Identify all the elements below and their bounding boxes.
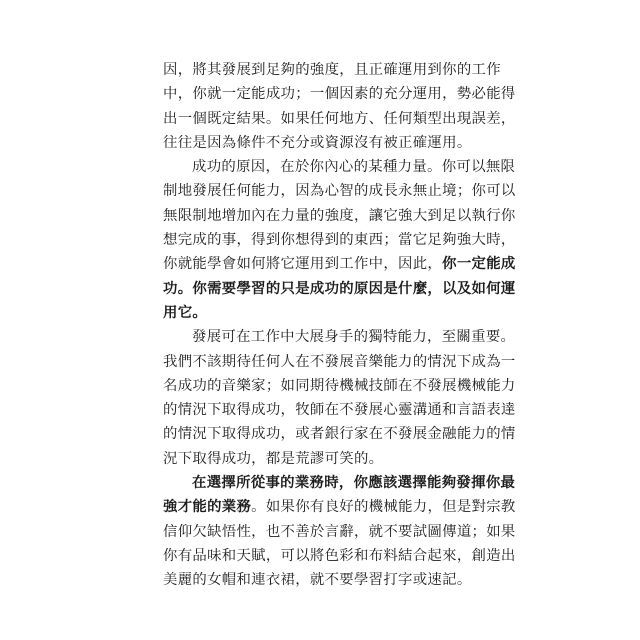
text-segment: 無限制地增加內在力量的強度，讓它強大到足以執行你 bbox=[163, 207, 516, 224]
text-segment: 中，你就一定能成功；一個因素的充分運用，勢必能得 bbox=[163, 86, 516, 103]
text-line bbox=[163, 447, 503, 471]
body-text bbox=[163, 58, 516, 593]
text-segment: 的情況下取得成功，或者銀行家在不發展金融能力的情 bbox=[163, 426, 516, 443]
text-line bbox=[163, 398, 516, 422]
text-segment: 美麗的女帽和連衣裙，就不要學習打字或速記。 bbox=[163, 572, 472, 589]
text-line bbox=[163, 325, 516, 349]
text-line bbox=[163, 350, 516, 374]
text-segment: 的情況下取得成功，牧師在不發展心靈溝通和言語表達 bbox=[163, 402, 516, 419]
bold-text: 你一定能成 bbox=[442, 255, 516, 273]
text-segment: 發展可在工作中大展身手的獨特能力，至關重要。 bbox=[192, 329, 516, 346]
text-line bbox=[163, 228, 516, 252]
text-segment: 制地發展任何能力，因為心智的成長永無止境；你可以 bbox=[163, 183, 516, 200]
text-line bbox=[163, 471, 516, 495]
paragraph bbox=[163, 58, 516, 155]
text-segment: 名成功的音樂家；如同期待機械技師在不發展機械能力 bbox=[163, 377, 516, 394]
text-segment: 。如果你有良好的機械能力，但是對宗教 bbox=[251, 499, 516, 516]
text-segment: 你有品味和天賦，可以將色彩和布料結合起來，創造出 bbox=[163, 547, 516, 564]
text-line bbox=[163, 155, 516, 179]
text-segment: 出一個既定結果。如果任何地方、任何類型出現誤差， bbox=[163, 110, 516, 127]
text-segment: 想完成的事，得到你想得到的東西；當它足夠強大時， bbox=[163, 232, 516, 249]
text-segment: 因，將其發展到足夠的強度，且正確運用到你的工作 bbox=[163, 62, 501, 78]
bold-text: 強才能的業務 bbox=[163, 498, 252, 516]
text-line bbox=[163, 568, 503, 592]
text-segment: 你就能學會如何將它運用到工作中，因此， bbox=[163, 256, 443, 273]
text-line bbox=[163, 495, 516, 519]
bold-text: 功。你需要學習的只是成功的原因是什麼，以及如何運 bbox=[163, 279, 516, 297]
text-segment: 況下取得成功，都是荒謬可笑的。 bbox=[163, 450, 384, 467]
text-line bbox=[163, 82, 516, 106]
paragraph bbox=[163, 471, 516, 592]
text-line bbox=[163, 204, 516, 228]
text-line bbox=[163, 301, 503, 325]
text-line bbox=[163, 252, 516, 276]
text-segment: 信仰欠缺悟性，也不善於言辭，就不要試圖傳道；如果 bbox=[163, 523, 516, 540]
paragraph bbox=[163, 325, 516, 471]
text-line bbox=[163, 520, 516, 544]
text-line bbox=[163, 277, 516, 301]
bold-text: 在選擇所從事的業務時，你應該選擇能夠發揮你最 bbox=[192, 474, 516, 492]
text-line bbox=[163, 58, 503, 82]
text-line bbox=[163, 374, 516, 398]
text-line bbox=[163, 107, 516, 131]
bold-text: 用它。 bbox=[163, 303, 208, 321]
text-segment: 成功的原因，在於你內心的某種力量。你可以無限 bbox=[192, 159, 516, 176]
paragraph bbox=[163, 155, 516, 325]
text-segment: 我們不該期待任何人在不發展音樂能力的情況下成為一 bbox=[163, 353, 516, 370]
text-segment: 往往是因為條件不充分或資源沒有被正確運用。 bbox=[163, 134, 472, 151]
text-line bbox=[163, 544, 516, 568]
text-line bbox=[163, 131, 503, 155]
text-line bbox=[163, 422, 516, 446]
text-line bbox=[163, 179, 516, 203]
